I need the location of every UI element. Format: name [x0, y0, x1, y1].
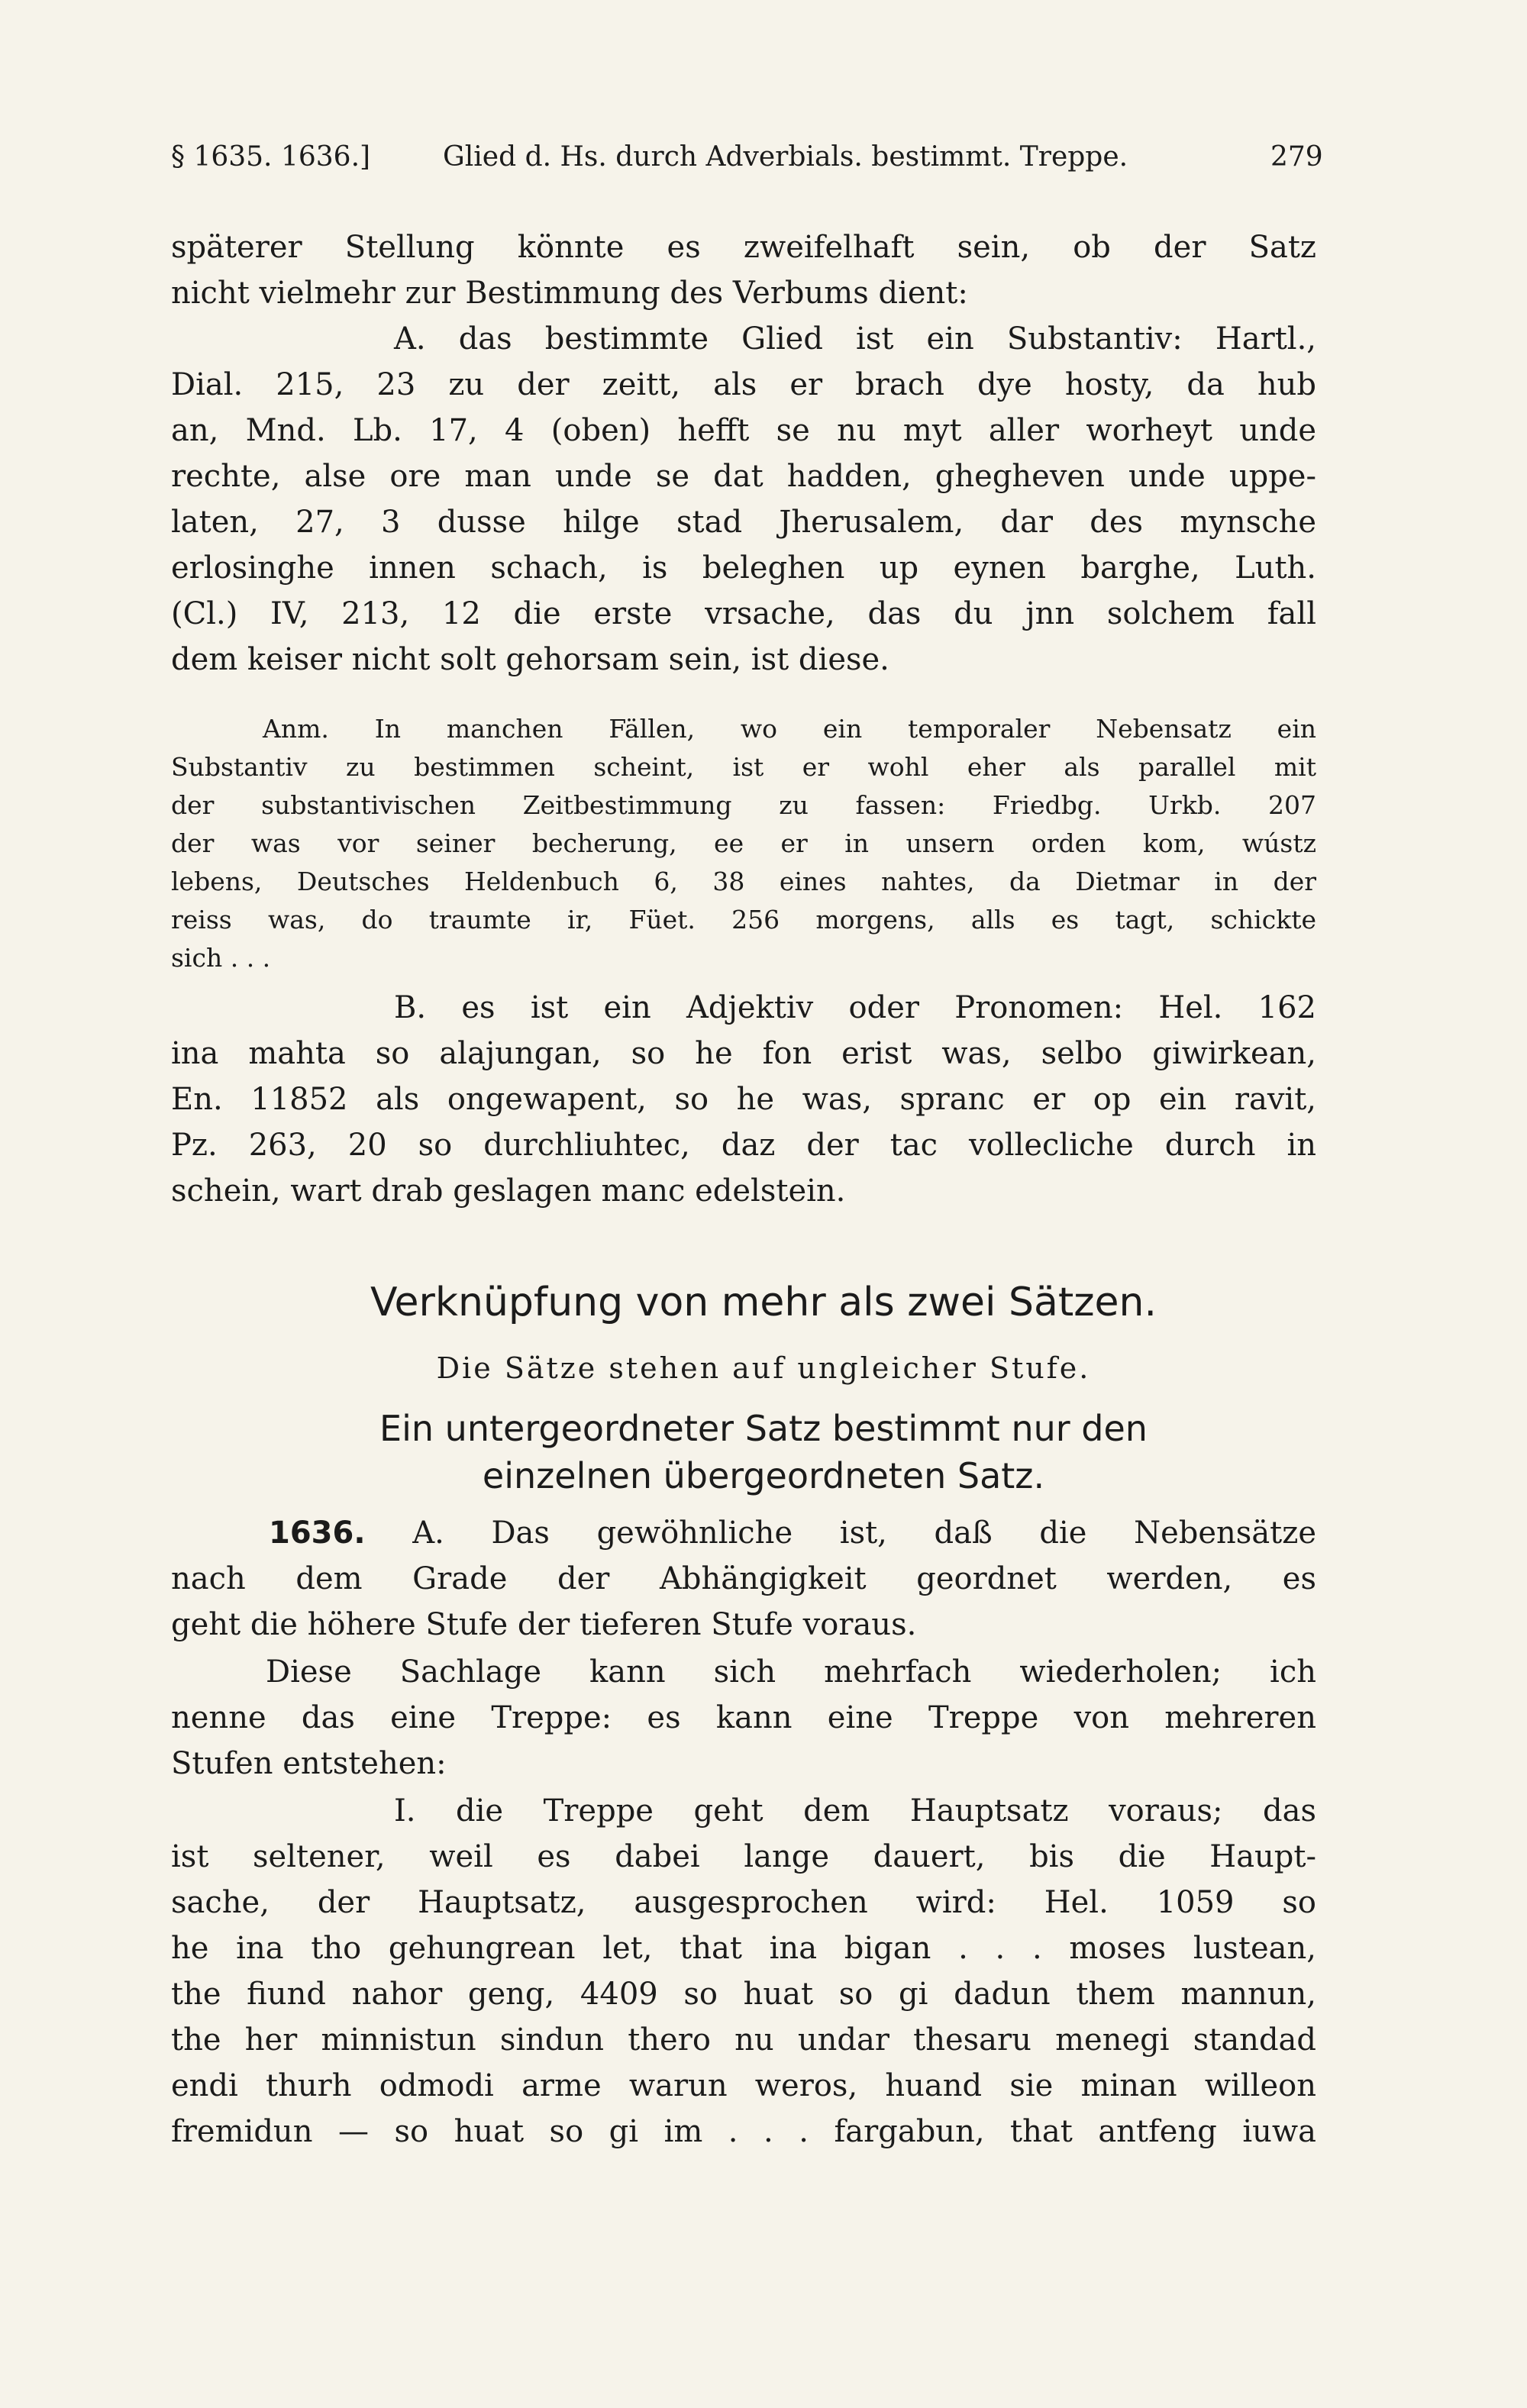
header-title: Glied d. Hs. durch Adverbials. bestimmt. Treppe. — [443, 141, 1128, 173]
note-line: Substantiv zu bestimmen scheint, ist er wohl eher als parallel mit — [171, 752, 1316, 782]
section-heading-line: einzelnen übergeordneten Satz. — [482, 1455, 1045, 1496]
page-number: 279 — [1270, 141, 1323, 173]
text-line: Dial. 215, 23 zu der zeitt, als er brach dye hosty, da hub — [171, 367, 1316, 402]
section-heading-line: Ein untergeordneter Satz bestimmt nur den — [379, 1408, 1148, 1449]
text-line: nicht vielmehr zur Bestimmung des Verbums dient: — [171, 276, 968, 311]
text-line: he ina tho gehungrean let, that ina bigan . . . moses lustean, — [171, 1931, 1316, 1966]
paragraph-1636 — [171, 1510, 1316, 1648]
note-line: der was vor seiner becherung, ee er in unsern orden kom, wústz — [171, 828, 1316, 858]
text-line: schein, wart drab geslagen manc edelstein. — [171, 1173, 846, 1209]
text-line: späterer Stellung könnte es zweifelhaft sein, ob der Satz — [171, 230, 1316, 265]
text-line: B. es ist ein Adjektiv oder Pronomen: Hel. 162 — [394, 990, 1316, 1025]
note-paragraph — [171, 710, 1316, 977]
text-line: the her minnistun sindun thero nu undar thesaru menegi standad — [171, 2022, 1316, 2058]
note-line: lebens, Deutsches Heldenbuch 6, 38 eines nahtes, da Dietmar in der — [171, 867, 1316, 896]
chapter-subheading: Die Sätze stehen auf ungleicher Stufe. — [436, 1351, 1091, 1385]
text-line: an, Mnd. Lb. 17, 4 (oben) hefft se nu myt aller worheyt unde — [171, 413, 1316, 448]
text-span: A. Das gewöhnliche ist, daß die Nebensätze — [412, 1515, 1317, 1551]
paragraph-continuation — [171, 224, 1316, 683]
text-line: En. 11852 als ongewapent, so he was, spranc er op ein ravit, — [171, 1082, 1316, 1117]
paragraph-treppe-i — [171, 1788, 1316, 2155]
text-line: A. das bestimmte Glied ist ein Substantiv: Hartl., — [394, 321, 1316, 357]
text-line: I. die Treppe geht dem Hauptsatz voraus; das — [394, 1793, 1316, 1829]
paragraph-number: 1636. — [269, 1515, 366, 1551]
text-line: dem keiser nicht solt gehorsam sein, ist diese. — [171, 642, 889, 677]
note-line: reiss was, do traumte ir, Füet. 256 morgens, alls es tagt, schickte — [171, 905, 1316, 934]
text-line — [171, 1510, 1316, 1556]
text-line: nenne das eine Treppe: es kann eine Treppe von mehreren — [171, 1700, 1316, 1735]
text-line: fremidun — so huat so gi im . . . fargabun, that antfeng iuwa — [171, 2114, 1316, 2149]
chapter-heading: Verknüpfung von mehr als zwei Sätzen. — [370, 1280, 1157, 1325]
text-line: endi thurh odmodi arme warun weros, huand sie minan willeon — [171, 2068, 1316, 2103]
text-line: ina mahta so alajungan, so he fon erist was, selbo giwirkean, — [171, 1036, 1316, 1071]
text-line: Stufen entstehen: — [171, 1746, 447, 1781]
text-line: (Cl.) IV, 213, 12 die erste vrsache, das du jnn solchem fall — [171, 596, 1316, 631]
note-line: sich . . . — [171, 943, 271, 973]
paragraph-b — [171, 985, 1316, 1214]
text-line: sache, der Hauptsatz, ausgesprochen wird: Hel. 1059 so — [171, 1885, 1316, 1920]
paragraph-treppe — [171, 1649, 1316, 1787]
text-line: geht die höhere Stufe der tieferen Stufe voraus. — [171, 1607, 917, 1642]
text-line: erlosinghe innen schach, is beleghen up eynen barghe, Luth. — [171, 550, 1316, 586]
header-section-ref: § 1635. 1636.] — [171, 141, 371, 173]
text-line: Diese Sachlage kann sich mehrfach wiederholen; ich — [266, 1654, 1316, 1690]
text-line: laten, 27, 3 dusse hilge stad Jherusalem, dar des mynsche — [171, 505, 1316, 540]
note-line: Anm. In manchen Fällen, wo ein temporaler Nebensatz ein — [263, 714, 1316, 744]
text-line: the fiund nahor geng, 4409 so huat so gi dadun them mannun, — [171, 1977, 1316, 2012]
text-line: ist seltener, weil es dabei lange dauert, bis die Haupt- — [171, 1839, 1316, 1874]
note-line: der substantivischen Zeitbestimmung zu fassen: Friedbg. Urkb. 207 — [171, 790, 1316, 820]
text-line: Pz. 263, 20 so durchliuhtec, daz der tac vollecliche durch in — [171, 1128, 1316, 1163]
text-line: nach dem Grade der Abhängigkeit geordnet werden, es — [171, 1561, 1316, 1596]
text-line: rechte, alse ore man unde se dat hadden, ghegheven unde uppe- — [171, 459, 1316, 494]
